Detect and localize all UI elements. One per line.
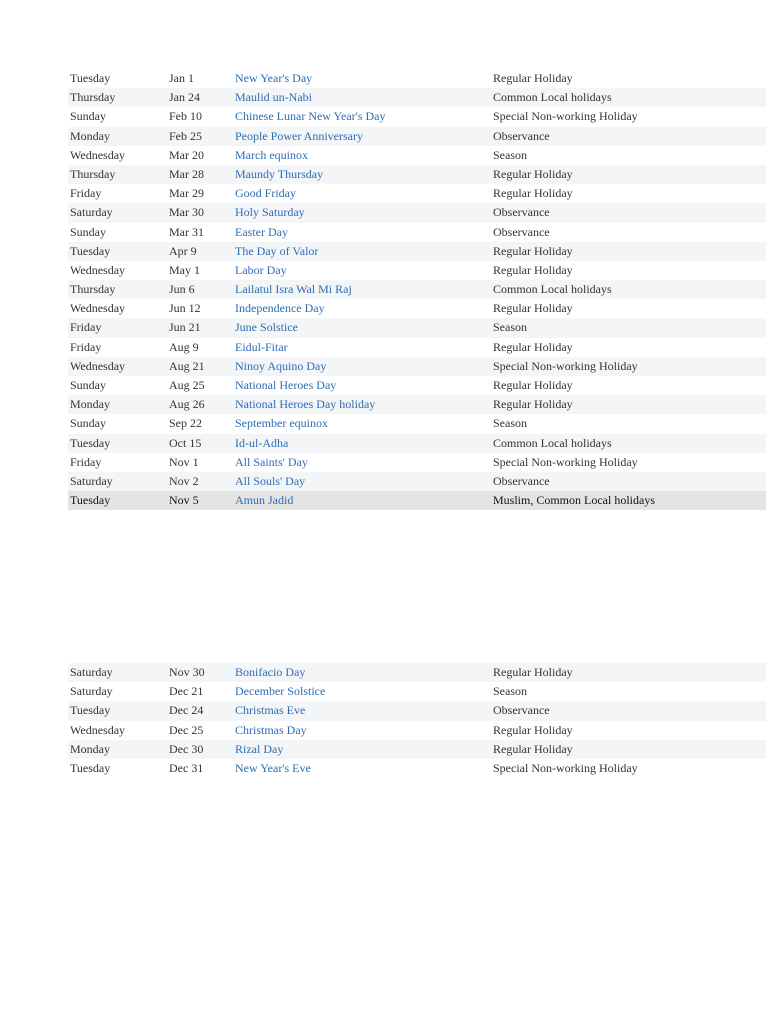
day-cell: Friday (70, 320, 102, 335)
date-cell: Jun 6 (169, 282, 195, 297)
day-cell: Saturday (70, 665, 113, 679)
day-cell: Saturday (70, 684, 113, 699)
holiday-name-link[interactable]: Holy Saturday (235, 205, 305, 220)
day-cell: Wednesday (70, 358, 126, 373)
holiday-type-cell: Regular Holiday (493, 378, 573, 392)
table-row (68, 165, 766, 184)
holiday-name-link[interactable]: New Year's Eve (235, 760, 311, 775)
holiday-type-cell: Season (493, 147, 527, 162)
holiday-type-cell: Regular Holiday (493, 741, 573, 756)
table-row (68, 472, 766, 491)
day-cell: Thursday (70, 282, 116, 297)
holiday-type-cell: Observance (493, 205, 550, 220)
holiday-type-cell: Regular Holiday (493, 397, 573, 412)
day-cell: Tuesday (70, 435, 111, 450)
day-cell: Tuesday (70, 243, 111, 258)
holiday-type-cell: Regular Holiday (493, 243, 573, 258)
holiday-type-cell: Regular Holiday (493, 301, 573, 316)
table-row (68, 127, 766, 146)
table-row (68, 280, 766, 299)
table-row (68, 701, 766, 720)
table-row (68, 184, 766, 203)
table-row (68, 88, 766, 107)
holiday-name-link[interactable]: Good Friday (235, 186, 296, 201)
day-cell: Tuesday (70, 760, 111, 775)
day-cell: Friday (70, 186, 102, 201)
holiday-type-cell: Common Local holidays (493, 90, 612, 105)
day-cell: Monday (70, 128, 110, 143)
table-row (68, 146, 766, 165)
holiday-name-link[interactable]: Christmas Day (235, 722, 307, 737)
table-row (68, 453, 766, 472)
day-cell: Sunday (70, 416, 106, 431)
day-cell: Monday (70, 397, 110, 412)
holiday-type-cell: Regular Holiday (493, 186, 573, 201)
holiday-name-link[interactable]: March equinox (235, 147, 308, 162)
holiday-name-link[interactable]: Eidul-Fitar (235, 339, 288, 354)
day-cell: Tuesday (70, 71, 111, 85)
holiday-name-link[interactable]: Maulid un-Nabi (235, 90, 312, 105)
date-cell: Aug 21 (169, 358, 205, 373)
holiday-name-link[interactable]: The Day of Valor (235, 243, 319, 258)
holiday-name-link[interactable]: December Solstice (235, 684, 326, 699)
date-cell: Feb 25 (169, 128, 202, 143)
day-cell: Wednesday (70, 147, 126, 162)
date-cell: Aug 9 (169, 339, 199, 354)
holiday-name-link[interactable]: Maundy Thursday (235, 166, 324, 181)
table-row (68, 223, 766, 242)
holiday-name-link[interactable]: National Heroes Day holiday (235, 397, 376, 412)
day-cell: Thursday (70, 166, 116, 181)
holiday-name-link[interactable]: Lailatul Isra Wal Mi Raj (235, 282, 352, 297)
date-cell: Dec 25 (169, 722, 204, 737)
holiday-name-link[interactable]: Bonifacio Day (235, 665, 306, 679)
day-cell: Sunday (70, 224, 106, 239)
day-cell: Tuesday (70, 493, 111, 508)
day-cell: Saturday (70, 205, 113, 220)
table-row (68, 376, 766, 395)
date-cell: Dec 21 (169, 684, 204, 699)
holiday-type-cell: Regular Holiday (493, 71, 573, 85)
date-cell: Dec 30 (169, 741, 204, 756)
table-row (68, 299, 766, 318)
holiday-type-cell: Regular Holiday (493, 262, 573, 277)
holiday-type-cell: Common Local holidays (493, 282, 612, 297)
table-row (68, 318, 766, 337)
day-cell: Monday (70, 741, 110, 756)
holiday-name-link[interactable]: All Souls' Day (235, 473, 306, 488)
holiday-name-link[interactable]: Ninoy Aquino Day (235, 358, 327, 373)
holiday-name-link[interactable]: Easter Day (235, 224, 288, 239)
holiday-type-cell: Observance (493, 128, 550, 143)
day-cell: Sunday (70, 378, 106, 392)
holiday-type-cell: Regular Holiday (493, 722, 573, 737)
date-cell: Mar 29 (169, 186, 204, 201)
day-cell: Wednesday (70, 722, 126, 737)
day-cell: Friday (70, 339, 102, 354)
table-row (68, 395, 766, 414)
date-cell: Sep 22 (169, 416, 202, 431)
table-row (68, 242, 766, 261)
date-cell: Nov 2 (169, 473, 199, 488)
date-cell: Jun 21 (169, 320, 201, 335)
date-cell: Mar 28 (169, 166, 204, 181)
holiday-type-cell: Season (493, 320, 527, 335)
date-cell: Dec 31 (169, 760, 204, 775)
holiday-name-link[interactable]: Labor Day (235, 262, 287, 277)
holiday-type-cell: Common Local holidays (493, 435, 612, 450)
holiday-name-link[interactable]: Id-ul-Adha (235, 435, 289, 450)
table-row (68, 338, 766, 357)
day-cell: Friday (70, 454, 102, 469)
holiday-type-cell: Regular Holiday (493, 339, 573, 354)
table-row (68, 434, 766, 453)
table-row (68, 759, 766, 778)
date-cell: Feb 10 (169, 109, 202, 124)
date-cell: Mar 20 (169, 147, 204, 162)
day-cell: Saturday (70, 473, 113, 488)
holiday-type-cell: Special Non-working Holiday (493, 109, 638, 124)
date-cell: Oct 15 (169, 435, 202, 450)
day-cell: Thursday (70, 90, 116, 105)
date-cell: Jan 1 (169, 71, 194, 85)
holiday-type-cell: Special Non-working Holiday (493, 454, 638, 469)
table-row (68, 663, 766, 682)
day-cell: Tuesday (70, 703, 111, 718)
table-row (68, 740, 766, 759)
holiday-type-cell: Special Non-working Holiday (493, 358, 638, 373)
table-row (68, 682, 766, 701)
date-cell: Dec 24 (169, 703, 204, 718)
table-row (68, 357, 766, 376)
holiday-type-cell: Regular Holiday (493, 166, 573, 181)
date-cell: Nov 5 (169, 493, 199, 508)
holiday-name-link[interactable]: September equinox (235, 416, 328, 431)
holiday-type-cell: Season (493, 684, 527, 699)
holiday-name-link[interactable]: Amun Jadid (235, 493, 294, 508)
holiday-table-2 (68, 663, 766, 778)
holiday-type-cell: Observance (493, 473, 550, 488)
holiday-name-link[interactable]: National Heroes Day (235, 378, 337, 392)
day-cell: Sunday (70, 109, 106, 124)
date-cell: Nov 1 (169, 454, 199, 469)
day-cell: Wednesday (70, 301, 126, 316)
date-cell: Jan 24 (169, 90, 200, 105)
holiday-type-cell: Muslim, Common Local holidays (493, 493, 655, 508)
holiday-type-cell: Observance (493, 703, 550, 718)
holiday-type-cell: Season (493, 416, 527, 431)
table-row (68, 203, 766, 222)
holiday-name-link[interactable]: Chinese Lunar New Year's Day (235, 109, 386, 124)
date-cell: Apr 9 (169, 243, 197, 258)
holiday-name-link[interactable]: Christmas Eve (235, 703, 306, 718)
date-cell: Aug 25 (169, 378, 205, 392)
table-row (68, 107, 766, 126)
date-cell: Nov 30 (169, 665, 205, 679)
date-cell: May 1 (169, 262, 200, 277)
day-cell: Wednesday (70, 262, 126, 277)
holiday-name-link[interactable]: June Solstice (235, 320, 298, 335)
date-cell: Aug 26 (169, 397, 205, 412)
holiday-type-cell: Regular Holiday (493, 665, 573, 679)
holiday-name-link[interactable]: New Year's Day (235, 71, 313, 85)
holiday-name-link[interactable]: Independence Day (235, 301, 325, 316)
holiday-table-1 (68, 69, 766, 510)
holiday-type-cell: Observance (493, 224, 550, 239)
holiday-type-cell: Special Non-working Holiday (493, 760, 638, 775)
date-cell: Mar 30 (169, 205, 204, 220)
date-cell: Jun 12 (169, 301, 201, 316)
holiday-name-link[interactable]: People Power Anniversary (235, 128, 363, 143)
date-cell: Mar 31 (169, 224, 204, 239)
table-row (68, 414, 766, 433)
holiday-name-link[interactable]: Rizal Day (235, 741, 284, 756)
holiday-name-link[interactable]: All Saints' Day (235, 454, 308, 469)
table-row (68, 721, 766, 740)
table-row (68, 261, 766, 280)
table-row (68, 491, 766, 510)
table-row (68, 69, 766, 88)
